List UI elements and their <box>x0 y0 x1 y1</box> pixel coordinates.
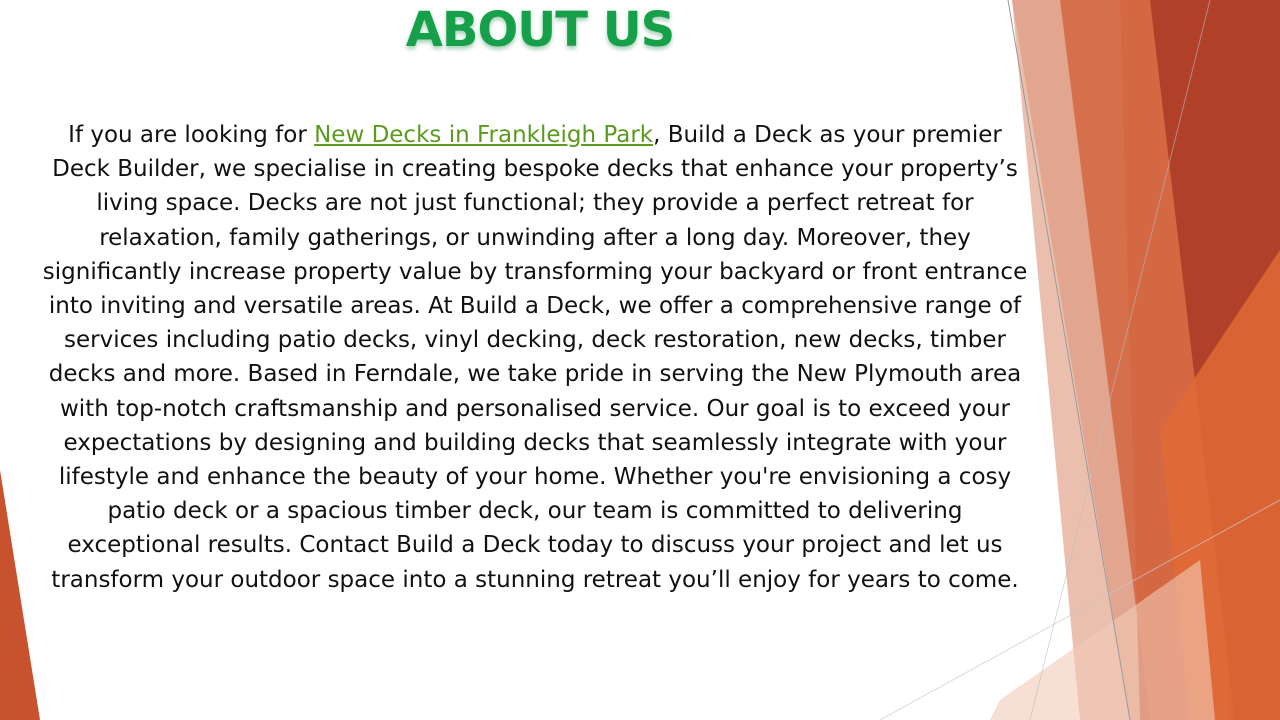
about-paragraph <box>40 118 1030 597</box>
page-title: ABOUT US <box>405 2 675 58</box>
paragraph-intro: If you are looking for <box>68 122 315 148</box>
left-accent-wedge <box>0 470 40 720</box>
new-decks-link[interactable]: New Decks in Frankleigh Park <box>314 122 654 148</box>
paragraph-body: , Build a Deck as your premier Deck Builder, we specialise in creating bespoke decks that enhance your property’s living space. Decks are not just functional; they provide a perfect retreat for relaxation, family gatherings, or unwinding after a long day. Moreover, they significantly increase property value by transforming your backyard or front entrance into inviting and versatile areas. At Build a Deck, we offer a comprehensive range of services including patio decks, vinyl decking, deck restoration, new decks, timber decks and more. Based in Ferndale, we take pride in serving the New Plymouth area with top-notch craftsmanship and personalised service. Our goal is to exceed your expectations by designing and building decks that seamlessly integrate with your lifestyle and enhance the beauty of your home. Whether you're envisioning a cosy patio deck or a spacious timber deck, our team is committed to delivering exceptional results. Contact Build a Deck today to discuss your project and let us transform your outdoor space into a stunning retreat you’ll enjoy for years to come. <box>42 122 1028 593</box>
